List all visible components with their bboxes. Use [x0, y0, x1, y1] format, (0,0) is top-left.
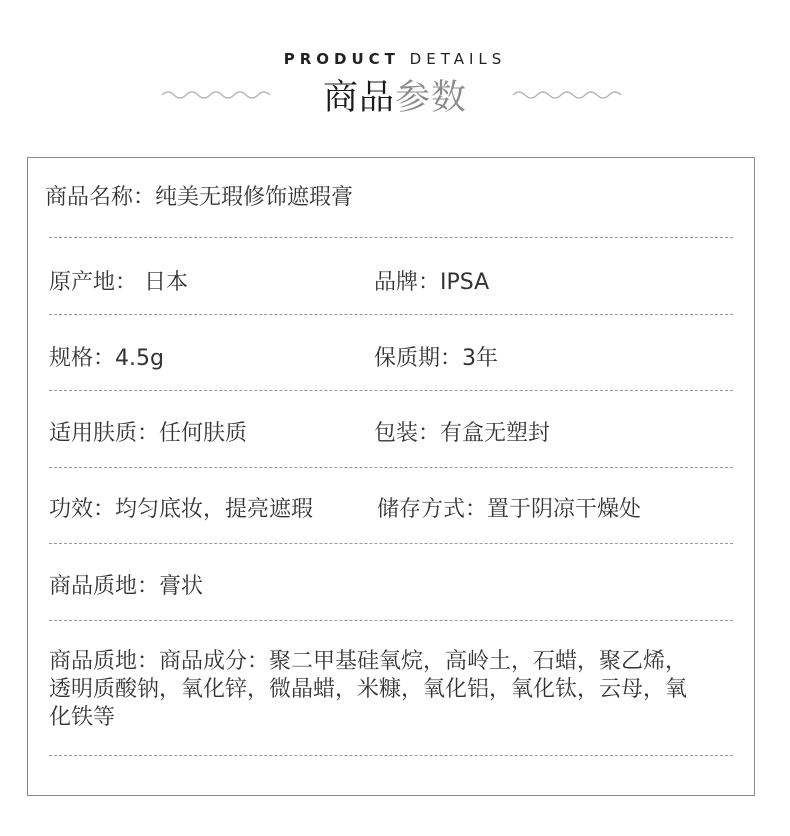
divider [49, 390, 733, 391]
origin: 原产地： 日本 [49, 270, 188, 295]
divider [49, 467, 733, 468]
page-header [0, 0, 790, 140]
divider [49, 620, 733, 621]
shelf-life: 保质期：3年 [374, 346, 498, 371]
brand: 品牌：IPSA [374, 270, 490, 295]
divider [49, 755, 733, 756]
ingredients: 商品质地：商品成分：聚二甲基硅氧烷，高岭土，石蜡，聚乙烯，透明质酸钠，氧化锌，微晶蜡，米糠，氧化铝，氧化钛，云母，氧化铁等 [49, 649, 688, 730]
texture: 商品质地：膏状 [49, 574, 204, 599]
chinese-title [0, 76, 790, 120]
english-title-bold: PRODUCT [283, 50, 400, 68]
divider [49, 314, 733, 315]
effect: 功效：均匀底妆，提亮遮瑕 [49, 497, 314, 522]
package: 包装：有盒无塑封 [374, 421, 551, 446]
details-panel [27, 157, 755, 796]
divider [49, 237, 733, 238]
spec: 规格：4.5g [49, 346, 164, 371]
chinese-title-light: 参数 [395, 78, 468, 118]
skin-type: 适用肤质：任何肤质 [49, 421, 248, 446]
storage: 储存方式：置于阴凉干燥处 [377, 497, 642, 522]
english-title [0, 50, 790, 68]
right-wave-decoration [511, 88, 623, 102]
english-title-light: DETAILS [409, 50, 507, 68]
product-name: 商品名称：纯美无瑕修饰遮瑕膏 [45, 185, 354, 210]
chinese-title-dark: 商品 [322, 78, 395, 118]
divider [49, 543, 733, 544]
